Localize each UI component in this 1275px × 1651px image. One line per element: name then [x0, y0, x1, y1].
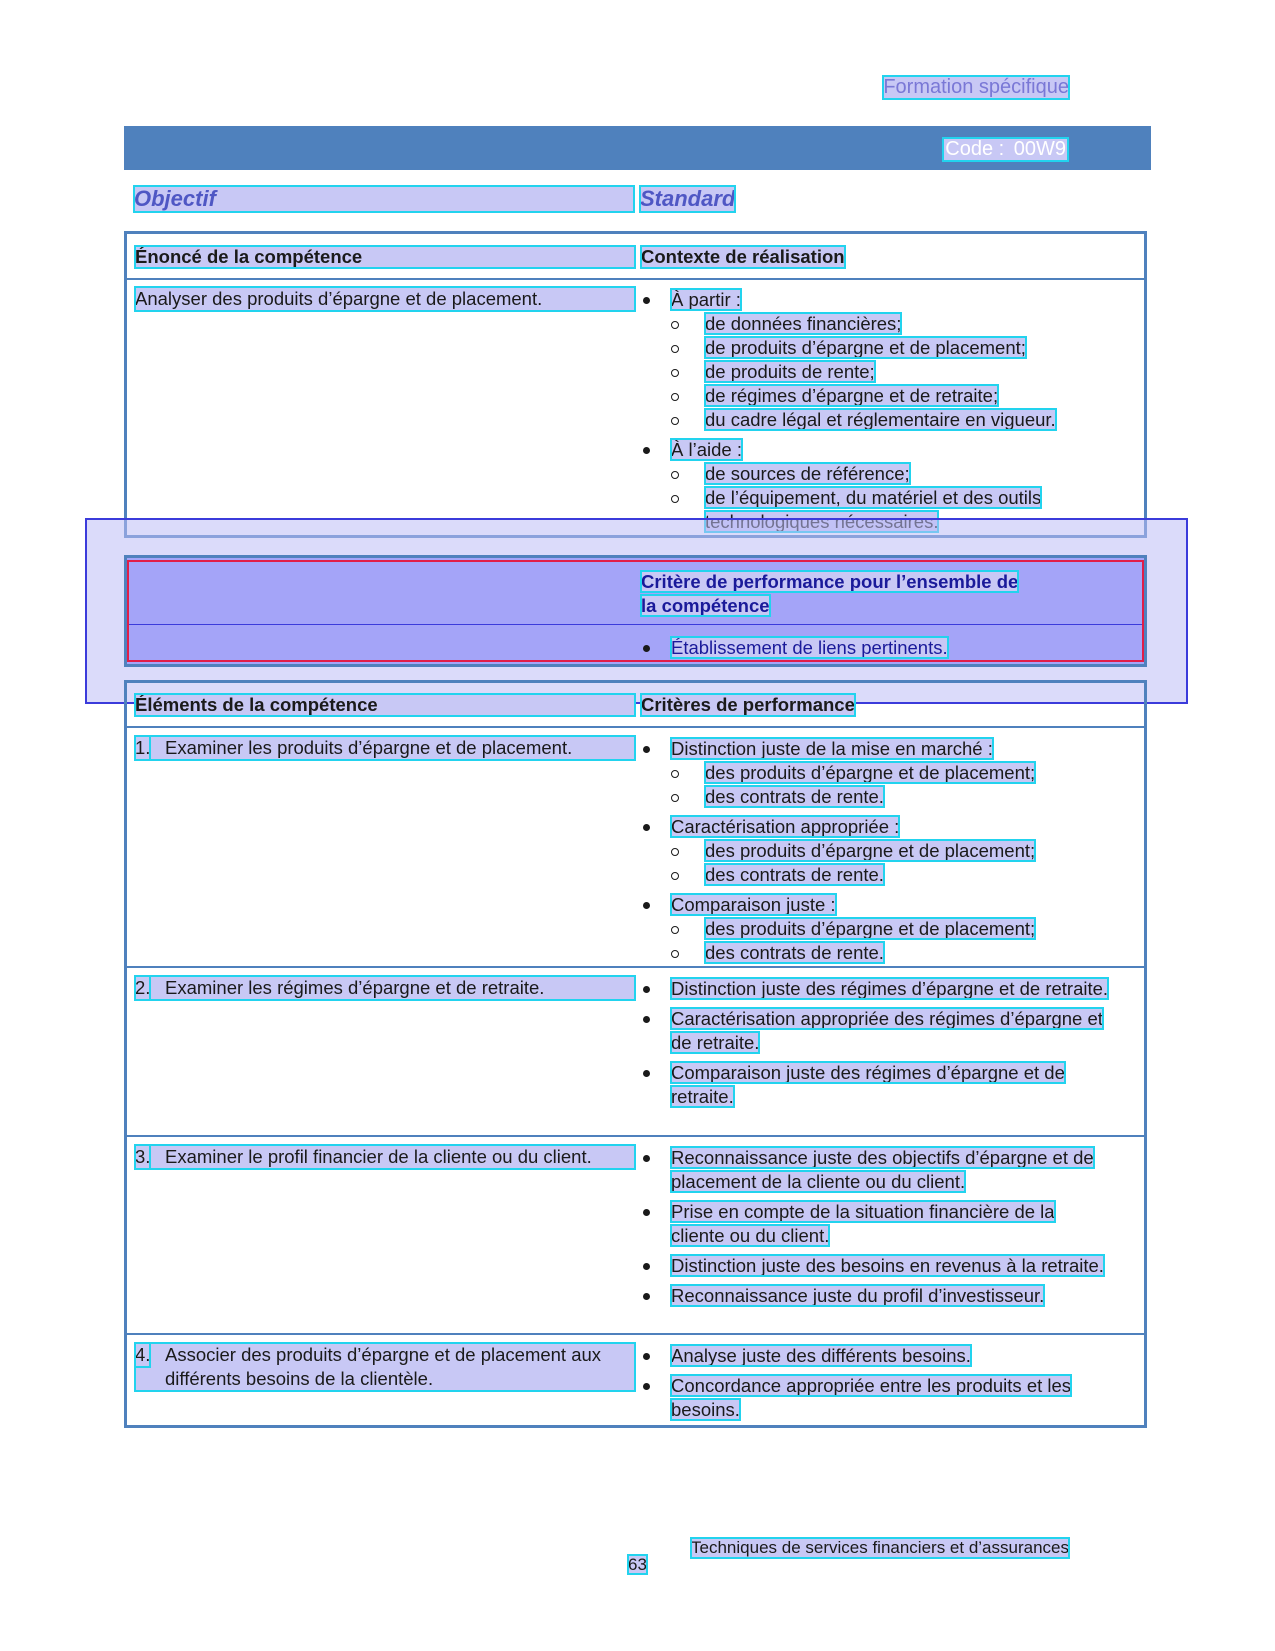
- context-subitem-text: du cadre légal et réglementaire en vigueur.: [705, 409, 1056, 430]
- global-criteria-title-line1: Critère de performance pour l’ensemble de: [641, 571, 1019, 592]
- code-label: [943, 138, 1068, 161]
- criteria-item: [641, 1061, 1111, 1109]
- global-criteria-title-line2: la compétence: [641, 595, 770, 616]
- criteria-list-3: [641, 1146, 1111, 1314]
- row-divider: [127, 1135, 1144, 1137]
- element-row-1: [135, 736, 635, 760]
- criteria-item: [641, 815, 1111, 887]
- criteria-subitem: [671, 917, 1111, 941]
- competence-statement: Analyser des produits d’épargne et de placement.: [135, 287, 635, 311]
- criteria-item-text: Distinction juste des besoins en revenus à la retraite.: [671, 1255, 1104, 1276]
- element-row-3: [135, 1145, 635, 1169]
- context-subitem: [671, 336, 1111, 360]
- context-label: À partir :: [671, 289, 741, 310]
- criteria-item-text: Concordance appropriée entre les produits et les besoins.: [671, 1375, 1072, 1420]
- criteria-item-text: Analyse juste des différents besoins.: [671, 1345, 971, 1366]
- criteria-subitem: [671, 761, 1111, 785]
- criteria-subitem-text: des contrats de rente.: [705, 864, 884, 885]
- criteria-subitem-text: des contrats de rente.: [705, 786, 884, 807]
- competence-table: [124, 231, 1147, 538]
- criteria-item-text: Comparaison juste :: [671, 894, 836, 915]
- criteria-item-text: Caractérisation appropriée :: [671, 816, 900, 837]
- criteria-item-text: Comparaison juste des régimes d’épargne et de retraite.: [671, 1062, 1065, 1107]
- context-subitem-text: de sources de référence;: [705, 463, 910, 484]
- global-criteria-item-text: Établissement de liens pertinents.: [671, 637, 948, 658]
- criteria-item: [641, 1007, 1111, 1055]
- criteria-item-text: Prise en compte de la situation financière de la cliente ou du client.: [671, 1201, 1055, 1246]
- code-value: 00W9: [1013, 138, 1066, 160]
- element-text: Examiner les produits d’épargne et de placement.: [135, 736, 635, 760]
- criteria-item: [641, 1344, 1111, 1368]
- code-label-text: Code :: [945, 138, 1005, 160]
- elements-table: [124, 680, 1147, 1428]
- criteria-subitem: [671, 839, 1111, 863]
- elements-header: Éléments de la compétence: [135, 694, 635, 716]
- page-number: [0, 1555, 1275, 1575]
- element-number: 1.: [135, 737, 151, 758]
- objective-title: Objectif: [134, 186, 634, 212]
- criteria-subitem-text: des contrats de rente.: [705, 942, 884, 963]
- criteria-item: [641, 737, 1111, 809]
- criteria-header: Critères de performance: [641, 694, 855, 715]
- context-subitem: [671, 312, 1111, 336]
- context-subitem-text: de produits de rente;: [705, 361, 875, 382]
- element-row-4: [135, 1343, 635, 1391]
- element-text: Examiner le profil financier de la cliente ou du client.: [135, 1145, 635, 1169]
- context-subitem-text: de données financières;: [705, 313, 902, 334]
- element-row-2: [135, 976, 635, 1000]
- criteria-item-text: Distinction juste de la mise en marché :: [671, 738, 993, 759]
- global-criteria-highlight: [127, 560, 1144, 662]
- criteria-subitem: [671, 863, 1111, 887]
- criteria-list-1: [641, 737, 1111, 971]
- criteria-subitem: [671, 941, 1111, 965]
- criteria-list-2: [641, 977, 1111, 1115]
- context-subitem-text: de produits d’épargne et de placement;: [705, 337, 1026, 358]
- criteria-item-text: Caractérisation appropriée des régimes d’épargne et de retraite.: [671, 1008, 1103, 1053]
- element-text: Examiner les régimes d’épargne et de retraite.: [135, 976, 635, 1000]
- standard-title: Standard: [640, 186, 736, 211]
- header-kicker: Formation spécifique: [883, 76, 1069, 98]
- context-subitem: [671, 360, 1111, 384]
- criteria-item-text: Reconnaissance juste du profil d’investisseur.: [671, 1285, 1045, 1306]
- criteria-item: [641, 1254, 1111, 1278]
- context-subitem: [671, 384, 1111, 408]
- criteria-item-text: Distinction juste des régimes d’épargne et de retraite.: [671, 978, 1109, 999]
- criteria-item-text: Reconnaissance juste des objectifs d’épargne et de placement de la cliente ou du client.: [671, 1147, 1094, 1192]
- context-subitem: [671, 408, 1111, 432]
- context-subitem-text: de régimes d’épargne et de retraite;: [705, 385, 999, 406]
- criteria-item: [641, 1200, 1111, 1248]
- context-header: Contexte de réalisation: [641, 246, 845, 267]
- context-list: [641, 288, 1111, 540]
- row-divider: [127, 966, 1144, 968]
- criteria-subitem: [671, 785, 1111, 809]
- element-number: 4.: [135, 1344, 151, 1365]
- criteria-item: [641, 893, 1111, 965]
- criteria-item: [641, 1374, 1111, 1422]
- statement-header: Énoncé de la compétence: [135, 246, 635, 268]
- criteria-item: [641, 977, 1111, 1001]
- context-item: [641, 288, 1111, 432]
- criteria-item: [641, 1284, 1111, 1308]
- element-text: Associer des produits d’épargne et de placement aux différents besoins de la clientèle.: [135, 1343, 635, 1391]
- criteria-subitem-text: des produits d’épargne et de placement;: [705, 762, 1036, 783]
- row-divider: [127, 1333, 1144, 1335]
- criteria-list-4: [641, 1344, 1111, 1428]
- footer-program: Techniques de services financiers et d’assurances: [691, 1538, 1069, 1557]
- context-label: À l’aide :: [671, 439, 742, 460]
- criteria-item: [641, 1146, 1111, 1194]
- context-subitem: [671, 462, 1111, 486]
- context-subitem-text: de l’équipement, du matériel et des outils: [705, 487, 1041, 532]
- element-number: 2.: [135, 977, 151, 998]
- element-number: 3.: [135, 1146, 151, 1167]
- criteria-subitem-text: des produits d’épargne et de placement;: [705, 918, 1036, 939]
- criteria-subitem-text: des produits d’épargne et de placement;: [705, 840, 1036, 861]
- page-number-text: 63: [628, 1555, 647, 1574]
